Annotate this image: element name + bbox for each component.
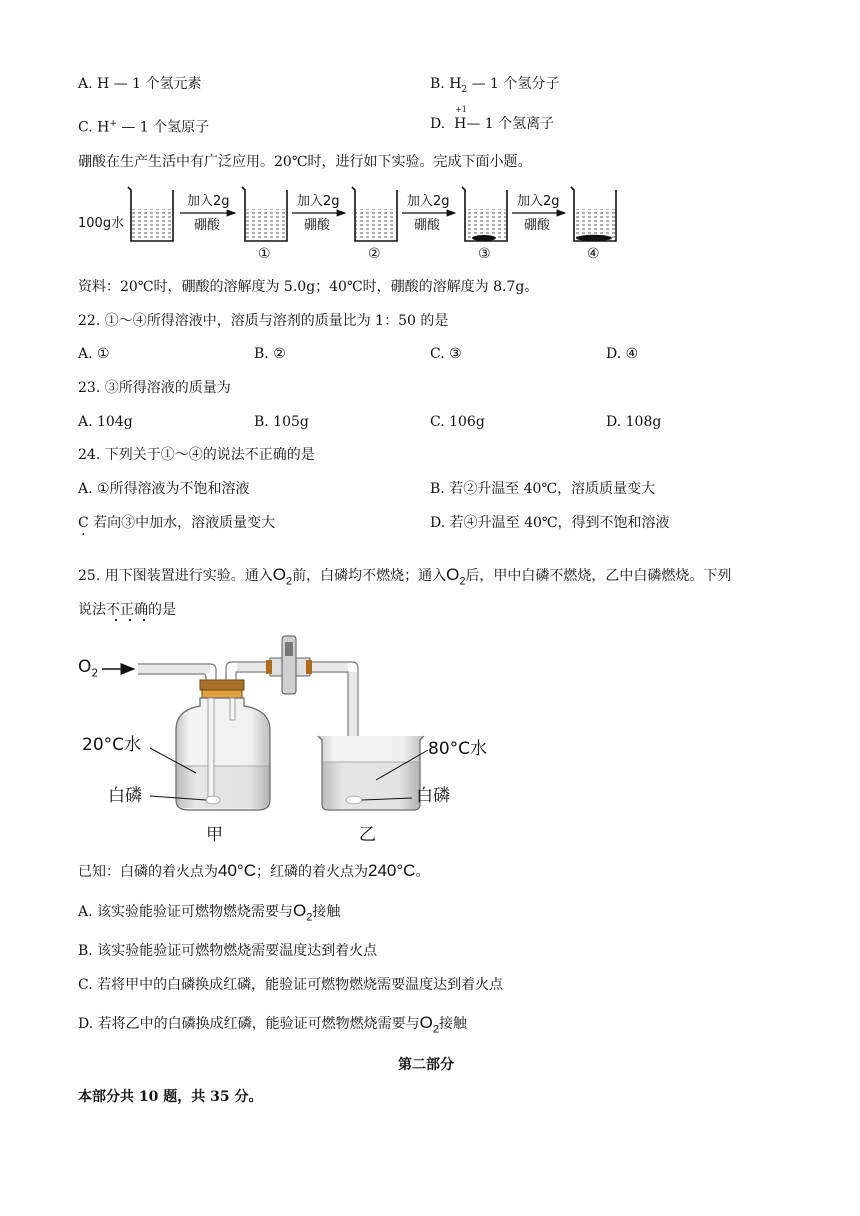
q24-stem: 24. 下列关于①～④的说法不正确的是 xyxy=(78,447,315,463)
q21-option-a: A. H — 1 个氢元素 xyxy=(78,76,202,92)
solubility-note: 资料：20℃时，硼酸的溶解度为 5.0g；40℃时，硼酸的溶解度为 8.7g。 xyxy=(78,279,539,295)
gas-symbol: O xyxy=(78,657,92,677)
q24-c-letter: C · xyxy=(78,514,89,532)
q25-d-text1: D. 若将乙中的白磷换成红磷，能验证可燃物燃烧需要与 xyxy=(78,1016,420,1032)
boric-acid-intro: 硼酸在生产生活中有广泛应用。20℃时，进行如下实验。完成下面小题。 xyxy=(78,154,532,170)
rubber-stopper xyxy=(200,680,244,698)
q25-emphasis-not-correct: 不正确 xyxy=(106,602,148,622)
right-phosphorus-label: 白磷 xyxy=(416,786,450,806)
q24-option-a: A. ①所得溶液为不饱和溶液 xyxy=(78,481,250,497)
q23-option-b: B. 105g xyxy=(254,414,309,430)
red-phosphorus-ignition-temp: 240°C xyxy=(367,861,416,880)
o2-symbol: O xyxy=(293,901,307,920)
q22-stem: 22. ①～④所得溶液中，溶质与溶剂的质量比为 1：50 的是 xyxy=(78,313,449,329)
section-note: 本部分共 10 题，共 35 分。 xyxy=(78,1089,263,1105)
q25-option-a xyxy=(78,902,340,926)
o2-subscript: 2 xyxy=(285,575,293,588)
bottle-jia xyxy=(176,698,270,810)
q24-option-d: D. 若④升温至 40℃，得到不饱和溶液 xyxy=(430,515,670,531)
known-part3: 。 xyxy=(415,864,430,880)
ignition-point-note xyxy=(78,862,429,881)
beaker-yi xyxy=(318,736,424,810)
q22-option-b: B. ② xyxy=(254,346,286,362)
q25-option-d xyxy=(78,1014,467,1038)
q21-d-charge: +1 xyxy=(455,105,467,114)
q21-b-text: — 1 个氢分子 xyxy=(467,76,560,92)
q23-option-d: D. 108g xyxy=(606,414,662,430)
gas-subscript: 2 xyxy=(91,666,99,680)
q25-a-text1: A. 该实验能验证可燃物燃烧需要与 xyxy=(78,904,294,920)
q25-stem-line2 xyxy=(78,601,176,619)
arrow-3-top-label: 加入2g xyxy=(407,194,450,209)
beaker-initial xyxy=(128,187,173,241)
section-title: 第二部分 xyxy=(398,1057,454,1073)
o2-symbol: O xyxy=(446,565,460,584)
bottle-jia-water xyxy=(177,766,269,808)
undissolved-solid-3 xyxy=(472,235,496,241)
o2-subscript: 2 xyxy=(432,1023,439,1036)
arrow-1-top-label: 加入2g xyxy=(187,194,230,209)
q23-option-c: C. 106g xyxy=(430,414,485,430)
o2-subscript: 2 xyxy=(459,575,466,588)
q25-stem-part3: 后，甲中白磷不燃烧，乙中白磷燃烧。下列 xyxy=(465,568,732,584)
arrow-4-bottom-label: 硼酸 xyxy=(524,218,551,233)
beaker-label-3: ③ xyxy=(478,246,491,262)
q23-option-a: A. 104g xyxy=(78,414,133,430)
q24-option-b: B. 若②升温至 40℃，溶质质量变大 xyxy=(430,481,656,497)
arrow-4-top-label: 加入2g xyxy=(517,194,560,209)
beaker-label-2: ② xyxy=(368,246,381,262)
left-water-label: 20°C水 xyxy=(82,735,142,755)
q22-option-c: C. ③ xyxy=(430,346,462,362)
inlet-tube-body xyxy=(138,665,210,673)
q25-d-o2 xyxy=(419,1013,439,1036)
q25-stem-deshi: 的是 xyxy=(148,602,176,618)
o2-subscript: 2 xyxy=(306,911,313,924)
o2-symbol: O xyxy=(419,1013,433,1032)
q25-option-c: C. 若将甲中的白磷换成红磷，能验证可燃物燃烧需要温度达到着火点 xyxy=(78,977,504,993)
o2-gas-label xyxy=(78,656,98,684)
left-phosphorus-label: 白磷 xyxy=(108,786,142,806)
white-phosphorus-ignition-temp: 40°C xyxy=(218,861,256,880)
q25-stem-shuofa: 说法 xyxy=(78,602,106,618)
arrow-1-bottom-label: 硼酸 xyxy=(194,218,221,233)
white-phosphorus-yi xyxy=(346,796,362,804)
beaker-1 xyxy=(242,187,287,241)
q21-c-text: — 1 个氢原子 xyxy=(116,119,210,136)
bottle-jia-label: 甲 xyxy=(206,825,223,845)
q21-c-superscript: + xyxy=(109,119,117,129)
white-phosphorus-jia xyxy=(206,796,220,804)
q21-option-d xyxy=(430,105,555,133)
right-water-label: 80°C水 xyxy=(428,739,488,759)
q21-d-text: — 1 个氢离子 xyxy=(466,116,555,132)
q22-option-d: D. ④ xyxy=(606,346,639,362)
q24-option-c xyxy=(78,514,275,532)
q25-stem-part1: 25. 用下图装置进行实验。通入 xyxy=(78,568,273,584)
q21-c-symbol: C. H xyxy=(78,119,110,136)
beaker-yi-label: 乙 xyxy=(359,825,376,845)
q25-o2-formula-1 xyxy=(272,565,293,588)
arrow-2-bottom-label: 硼酸 xyxy=(304,218,331,233)
q23-stem: 23. ③所得溶液的质量为 xyxy=(78,380,231,396)
q25-o2-formula-2 xyxy=(446,565,466,588)
arrow-3-bottom-label: 硼酸 xyxy=(414,218,441,233)
q21-d-letter: D. xyxy=(430,116,446,132)
q25-a-text2: 接触 xyxy=(312,904,341,920)
q21-option-c xyxy=(78,115,209,137)
beaker-2 xyxy=(352,187,397,241)
q21-d-charged-symbol xyxy=(454,105,467,133)
q25-stem-part2: 前，白磷均不燃烧；通入 xyxy=(292,568,447,584)
arrow-2-top-label: 加入2g xyxy=(297,194,340,209)
q24-c-text: 若向③中加水，溶液质量变大 xyxy=(88,515,276,531)
beaker-4 xyxy=(571,187,616,241)
beaker-yi-water xyxy=(323,762,419,809)
q21-d-symbol: H xyxy=(454,116,467,132)
q25-option-b: B. 该实验能验证可燃物燃烧需要温度达到着火点 xyxy=(78,943,378,959)
beaker-label-4: ④ xyxy=(587,246,600,262)
water-label: 100g水 xyxy=(78,216,125,231)
beaker-label-1: ① xyxy=(258,246,271,262)
stopcock-valve[interactable] xyxy=(266,636,312,694)
o2-symbol: O xyxy=(272,565,286,584)
beaker-3 xyxy=(462,187,507,241)
q22-option-a: A. ① xyxy=(78,346,110,362)
known-part2: ；红磷的着火点为 xyxy=(255,864,368,880)
q21-option-b xyxy=(430,75,559,99)
q25-d-text2: 接触 xyxy=(438,1016,467,1032)
q21-b-symbol: B. H xyxy=(430,76,462,92)
q25-stem-line1 xyxy=(78,566,731,590)
known-part1: 已知：白磷的着火点为 xyxy=(78,864,218,880)
q25-a-o2 xyxy=(293,901,313,924)
q21-b-subscript: 2 xyxy=(461,84,468,95)
